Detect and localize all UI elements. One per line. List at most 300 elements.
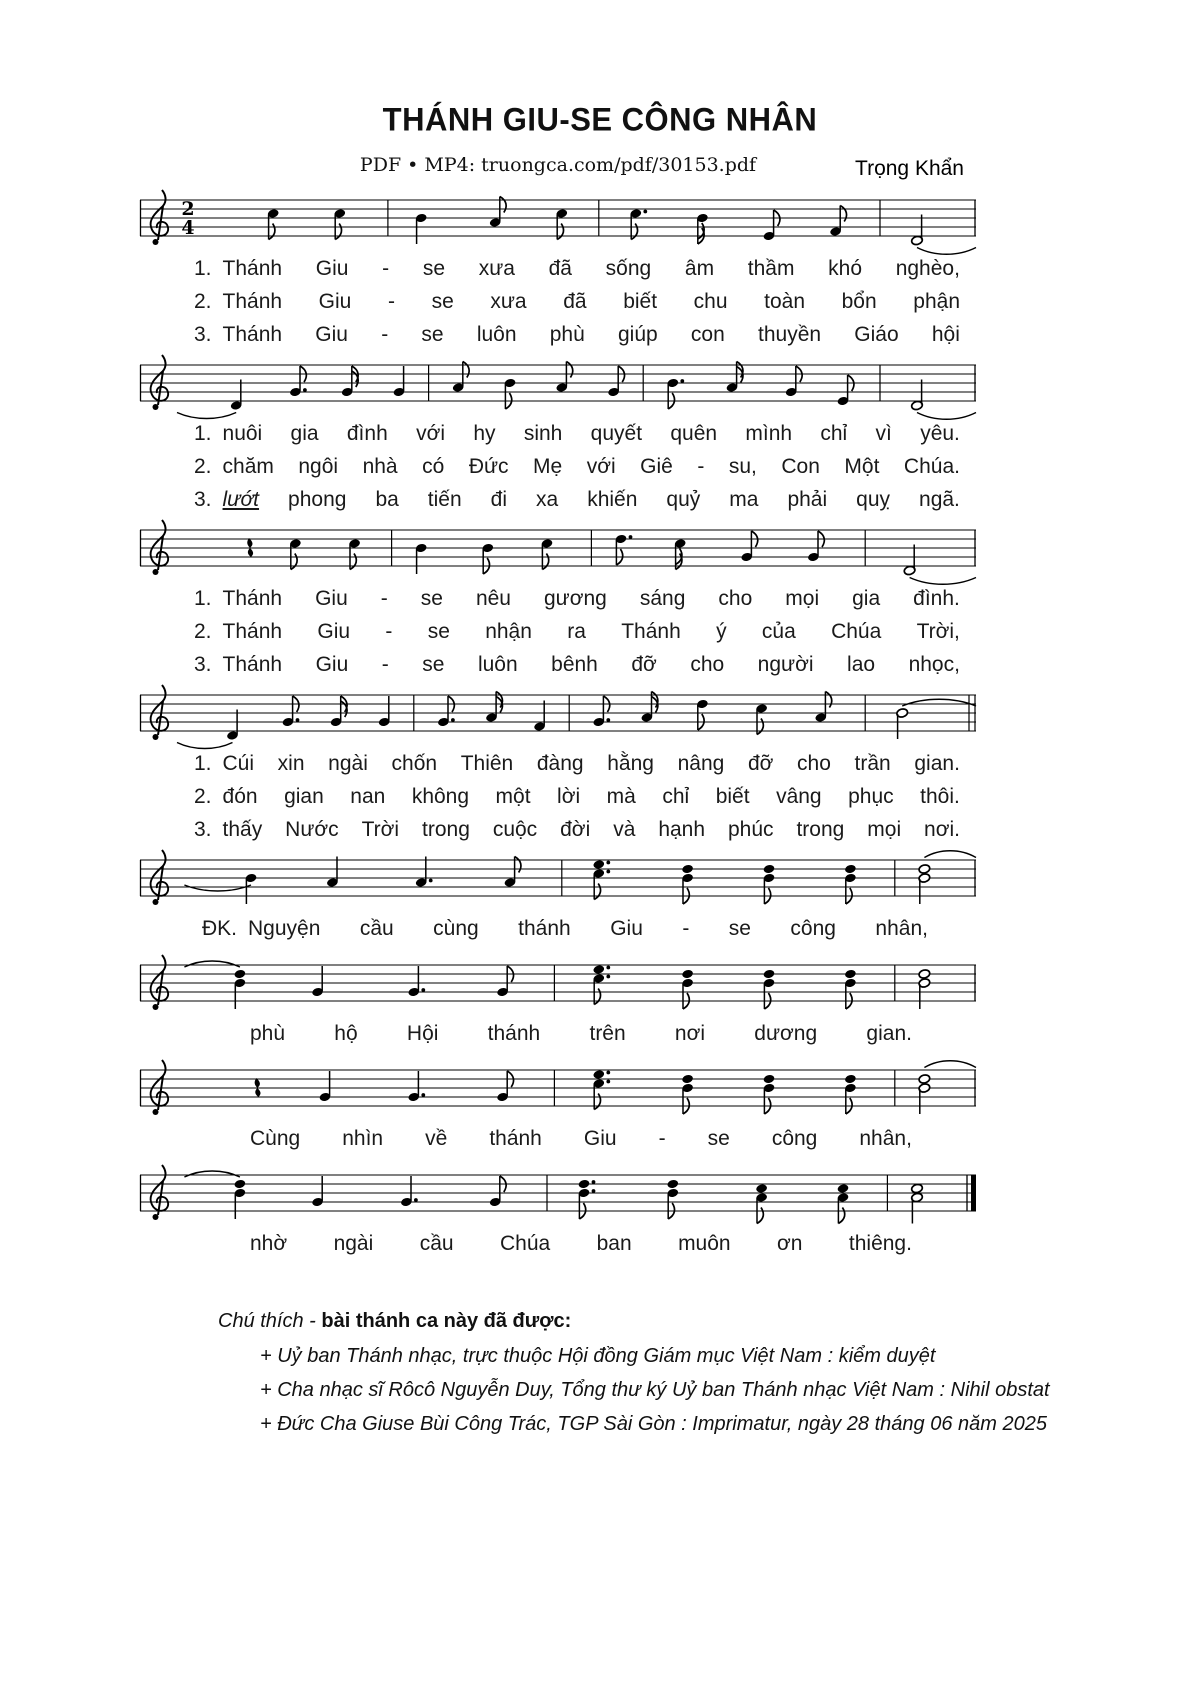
lyric-syllable: sống: [605, 257, 652, 280]
lyric-syllable: thôi.: [920, 785, 960, 808]
lyric-syllable: ba: [375, 488, 399, 511]
note: [918, 864, 930, 904]
note: [326, 857, 338, 888]
note: [615, 534, 633, 565]
note: [378, 696, 390, 727]
verse-number: 1.: [194, 752, 212, 775]
lyric-syllable: -: [658, 1127, 666, 1150]
lyric-syllable: ngôi: [298, 455, 339, 478]
lyric-syllable: Giu: [315, 323, 348, 346]
lyric-syllable: ma: [729, 488, 759, 511]
lyric-syllable: công: [790, 917, 836, 940]
lyric-syllable-first: 1. Cúi: [194, 752, 255, 775]
lyric-line: [194, 483, 960, 516]
note: [556, 362, 573, 393]
lyric-syllable: gian.: [914, 752, 960, 775]
lyric-syllable: cầu: [359, 917, 394, 940]
lyric-syllable: yêu.: [920, 422, 960, 445]
lyric-syllable: nhà: [362, 455, 398, 478]
lyric-syllable: Mẹ: [533, 455, 563, 478]
lyric-syllable-first: 3. thấy: [194, 818, 263, 841]
lyric-syllable: hy: [473, 422, 496, 445]
lyric-syllable: nan: [350, 785, 386, 808]
footnote-items: [218, 1339, 1200, 1441]
lyric-syllable: thiêng.: [848, 1232, 912, 1255]
footnote-item: + Cha nhạc sĩ Rôcô Nguyễn Duy, Tổng thư ký Uỷ ban Thánh nhạc Việt Nam : Nihil obstat: [260, 1379, 1050, 1401]
system-4: [138, 683, 978, 848]
system-3: [138, 518, 978, 683]
lyric-syllable: mình: [745, 422, 793, 445]
staff-system: [138, 1163, 978, 1227]
lyric-syllable: quên: [670, 422, 718, 445]
staff-lines: [140, 365, 976, 401]
lyric-syllable: xưa: [478, 257, 515, 280]
system-1: [138, 188, 978, 353]
composer-name: Trọng Khẩn: [855, 157, 964, 180]
lyric-syllable: mọi: [867, 818, 902, 841]
svg-text:4: 4: [181, 217, 195, 239]
lyric-syllable: Nước: [285, 818, 339, 841]
footnote-colon: :: [564, 1310, 572, 1332]
note: [393, 366, 405, 397]
note: [755, 1183, 767, 1223]
verse-number: 3.: [194, 323, 212, 346]
lyric-syllable: chỉ: [662, 785, 690, 808]
lyric-syllable: đã: [548, 257, 572, 280]
lyric-syllable: Chúa: [831, 620, 882, 643]
lyric-syllable: gương: [543, 587, 607, 610]
lyric-syllable: -: [381, 323, 389, 346]
verse-number: 3.: [194, 653, 212, 676]
verse-number: 3.: [194, 818, 212, 841]
note: [918, 1074, 930, 1114]
verse-number: 1.: [194, 422, 212, 445]
lyric-syllable: se: [728, 917, 751, 940]
system-5: [138, 848, 978, 953]
note: [755, 703, 767, 734]
verse-number: ĐK.: [202, 917, 238, 940]
lyric-syllable: se: [427, 620, 450, 643]
lyric-syllable: nơi.: [924, 818, 960, 841]
note: [911, 1183, 923, 1223]
note: [415, 213, 427, 244]
note: [844, 864, 856, 904]
lyric-syllable: se: [422, 653, 445, 676]
tie: [184, 1171, 240, 1177]
lyric-line: [194, 813, 960, 846]
lyric-syllable: Giê: [640, 455, 673, 478]
lyric-syllable: vâng: [776, 785, 822, 808]
lyric-syllable: Hội: [406, 1022, 439, 1045]
staff-system: [138, 188, 978, 252]
svg-text:2: 2: [181, 198, 195, 220]
note: [541, 538, 553, 569]
lyric-syllable-first: 3. Thánh: [194, 323, 283, 346]
lyric-syllable: nơi: [674, 1022, 706, 1045]
lyric-syllable: -: [381, 653, 389, 676]
lyric-syllable: thánh: [487, 1022, 541, 1045]
lyric-syllable: se: [421, 323, 444, 346]
note: [415, 543, 427, 574]
lyric-syllable: muôn: [678, 1232, 731, 1255]
lyric-line: [194, 615, 960, 648]
lyric-syllable: thánh: [489, 1127, 542, 1150]
lyric-syllable: vì: [875, 422, 892, 445]
lyric-syllable: khó: [828, 257, 863, 280]
lyric-syllable: với: [586, 455, 616, 478]
lyric-syllable: thuyền: [758, 323, 822, 346]
system-2: [138, 353, 978, 518]
lyric-syllable: nhọc,: [908, 653, 960, 676]
footnote-bold: bài thánh ca này đã được: [321, 1310, 565, 1332]
footnote-heading: [218, 1310, 1200, 1333]
note: [829, 206, 846, 237]
lyric-syllable: với: [416, 422, 445, 445]
lyric-syllable: gian: [284, 785, 324, 808]
lyric-syllable-first: Cùng: [250, 1127, 301, 1150]
lyric-syllable: âm: [684, 257, 715, 280]
note: [593, 1069, 611, 1109]
lyric-syllable: lao: [847, 653, 876, 676]
lyric-syllable: về: [425, 1127, 448, 1150]
note: [696, 699, 708, 730]
lyric-syllable: trong: [796, 818, 845, 841]
note: [844, 1074, 856, 1114]
score: [138, 188, 978, 1268]
lyric-syllable: đời: [560, 818, 591, 841]
lyric-syllable: và: [613, 818, 636, 841]
lyric-syllable: nghèo,: [895, 257, 960, 280]
lyric-syllable: người: [757, 653, 814, 676]
note: [234, 969, 246, 1009]
system-7: [138, 1058, 978, 1163]
lyric-syllable: Một: [844, 455, 880, 478]
note: [641, 692, 658, 723]
lyric-syllable: nhân,: [859, 1127, 912, 1150]
lyric-syllable: -: [382, 257, 390, 280]
lyric-syllable: đình: [346, 422, 388, 445]
note: [674, 538, 686, 569]
lyric-syllable-first: 3. Thánh: [194, 653, 283, 676]
lyric-syllable: -: [380, 587, 388, 610]
tie: [184, 885, 251, 891]
lyric-syllable: khiến: [587, 488, 638, 511]
lyric-syllable: se: [422, 257, 445, 280]
lyric-line: [250, 1227, 912, 1260]
lyric-syllable: lời: [557, 785, 581, 808]
lyric-syllable: ngã.: [919, 488, 960, 511]
lyric-syllable: Giu: [317, 620, 351, 643]
lyric-syllable: ra: [567, 620, 586, 643]
note: [911, 215, 923, 246]
lyric-syllable: quỷ: [666, 488, 701, 511]
lyric-syllable: không: [411, 785, 470, 808]
system-8: [138, 1163, 978, 1268]
lyric-syllable: sinh: [523, 422, 563, 445]
lyric-line: [194, 648, 960, 681]
lyric-syllable: gia: [852, 587, 881, 610]
lyric-syllable: đi: [490, 488, 508, 511]
lyric-syllable: Giáo: [854, 323, 899, 346]
lyric-syllable: trên: [589, 1022, 626, 1045]
lyric-line: [194, 252, 960, 285]
footnote-item: + Đức Cha Giuse Bùi Công Trác, TGP Sài Gòn : Imprimatur, ngày 28 tháng 06 năm 2025: [260, 1413, 1047, 1435]
note: [681, 864, 693, 904]
lyric-syllable: phong: [288, 488, 347, 511]
lyric-syllable: luôn: [477, 653, 518, 676]
lyric-syllable: thầm: [747, 257, 795, 280]
lyric-syllable: -: [697, 455, 705, 478]
verse-number: 3.: [194, 488, 212, 511]
lyric-syllable-first: phù: [250, 1022, 286, 1045]
lyric-syllable: nhân,: [875, 917, 928, 940]
lyric-syllable: -: [682, 917, 690, 940]
lyric-syllable: nhìn: [342, 1127, 384, 1150]
lyric-syllable: Thiên: [460, 752, 514, 775]
lyric-line: [194, 285, 960, 318]
lyric-syllable: cho: [690, 653, 725, 676]
lyric-line: [194, 318, 960, 351]
lyric-syllable: xin: [277, 752, 305, 775]
note: [504, 857, 521, 888]
lyric-syllable: Chúa: [499, 1232, 551, 1255]
lyric-syllable: cầu: [419, 1232, 454, 1255]
lyric-syllable: ý: [716, 620, 727, 643]
lyric-syllable: Giu: [315, 587, 348, 610]
lyric-syllable: nâng: [677, 752, 725, 775]
note: [230, 380, 242, 411]
lyric-syllable: -: [387, 290, 395, 313]
note: [696, 213, 708, 244]
lyric-syllable: se: [431, 290, 454, 313]
lyric-syllable-first: 1. Thánh: [194, 587, 283, 610]
staff-system: [138, 1058, 978, 1122]
lyric-syllable: se: [420, 587, 443, 610]
note: [593, 859, 611, 899]
lyric-syllable: phận: [913, 290, 960, 313]
lyric-syllable: đình.: [913, 587, 960, 610]
lyric-syllable: biết: [623, 290, 658, 313]
note: [681, 969, 693, 1009]
note: [630, 208, 648, 239]
note: [504, 378, 516, 409]
lyric-syllable-first: 2. đón: [194, 785, 258, 808]
meta-row: [138, 154, 978, 184]
staff-lines: [140, 1175, 976, 1211]
lyric-syllable: tiến: [427, 488, 462, 511]
verse-number: 2.: [194, 455, 212, 478]
lyric-syllable: phúc: [727, 818, 774, 841]
staff-system: [138, 953, 978, 1017]
note: [334, 208, 346, 239]
lyric-syllable: trong: [422, 818, 470, 841]
note: [578, 1179, 596, 1219]
lyric-syllable: Giu: [583, 1127, 617, 1150]
tie: [924, 851, 976, 858]
lyric-syllable: Giu: [315, 653, 349, 676]
lyric-syllable: công: [771, 1127, 818, 1150]
lyric-syllable-first: 3. lướt: [194, 488, 260, 511]
lyric-syllable: xa: [536, 488, 559, 511]
lyric-syllable: Thánh: [621, 620, 681, 643]
lyric-syllable: trần: [854, 752, 891, 775]
lyric-syllable: hội: [931, 323, 960, 346]
lyric-syllable-first: ĐK. Nguyện: [202, 917, 321, 940]
lyric-syllable: biết: [715, 785, 750, 808]
lyric-syllable: ban: [596, 1232, 632, 1255]
lyric-syllable: của: [761, 620, 796, 643]
lyric-syllable: hằng: [607, 752, 654, 775]
lyric-syllable: -: [385, 620, 393, 643]
lyric-line: [194, 417, 960, 450]
lyric-syllable: nêu: [475, 587, 511, 610]
note: [234, 1179, 246, 1219]
lyric-syllable: bổn: [841, 290, 877, 313]
footnote-item: + Uỷ ban Thánh nhạc, trực thuộc Hội đồng Giám mục Việt Nam : kiểm duyệt: [260, 1345, 936, 1367]
lyric-syllable: chốn: [391, 752, 438, 775]
tie: [184, 961, 240, 967]
verse-number: 2.: [194, 290, 212, 313]
footnote: [218, 1310, 1200, 1441]
lyric-syllable: quyết: [590, 422, 643, 445]
lyric-syllable: Con: [781, 455, 820, 478]
lyric-syllable: ngài: [333, 1232, 374, 1255]
staff-system: [138, 683, 978, 747]
lyric-syllable: se: [707, 1127, 730, 1150]
lyric-line: [194, 747, 960, 780]
staff-lines: [140, 695, 976, 731]
note: [245, 873, 257, 904]
lyric-syllable-first: 1. Thánh: [194, 257, 283, 280]
lyric-syllable: gian.: [866, 1022, 912, 1045]
note: [289, 538, 301, 569]
note: [763, 864, 775, 904]
note: [348, 538, 360, 569]
lyric-syllable: đỡ: [747, 752, 774, 775]
note: [903, 545, 915, 576]
note: [837, 1183, 849, 1223]
staff-system: [138, 848, 978, 912]
lyric-syllable: Chúa.: [903, 455, 960, 478]
note: [533, 701, 545, 732]
lyric-syllable: toàn: [764, 290, 806, 313]
lyric-syllable: xưa: [490, 290, 527, 313]
verse-number: 2.: [194, 785, 212, 808]
lyric-syllable: một: [495, 785, 531, 808]
lyric-syllable: phục: [848, 785, 894, 808]
lyric-line: [194, 582, 960, 615]
lyric-syllable: cuộc: [492, 818, 538, 841]
lyric-syllable: cho: [797, 752, 831, 775]
lyric-syllable-first: 1. nuôi: [194, 422, 263, 445]
note: [844, 969, 856, 1009]
lyric-syllable: cùng: [433, 917, 479, 940]
lyric-syllable: su,: [728, 455, 757, 478]
lyric-syllable: có: [422, 455, 445, 478]
note: [593, 964, 611, 1004]
lyric-syllable: đã: [563, 290, 587, 313]
lyric-line: [202, 912, 928, 945]
lyric-syllable: ơn: [777, 1232, 803, 1255]
lyric-syllable-first: 2. Thánh: [194, 290, 283, 313]
lyric-syllable: Trời,: [916, 620, 960, 643]
lyric-line: [194, 780, 960, 813]
lyric-syllable: quỵ: [856, 488, 891, 511]
verse-number: 2.: [194, 620, 212, 643]
lyric-syllable: sáng: [639, 587, 686, 610]
lyric-syllable: Trời: [361, 818, 400, 841]
note: [226, 710, 238, 741]
verse-number: 1.: [194, 257, 212, 280]
lyric-syllable: bênh: [551, 653, 598, 676]
lyric-syllable: gia: [290, 422, 319, 445]
note: [918, 969, 930, 1009]
lyric-syllable: con: [690, 323, 725, 346]
lyric-syllable: ngài: [328, 752, 368, 775]
staff-lines: [140, 530, 976, 566]
lyric-syllable: Giu: [315, 257, 349, 280]
note: [911, 380, 923, 411]
lyric-syllable: phải: [787, 488, 828, 511]
note: [681, 1074, 693, 1114]
lyric-syllable: đỡ: [631, 653, 657, 676]
lyric-syllable: Đức: [468, 455, 509, 478]
note: [489, 197, 506, 228]
lyric-syllable: thánh: [518, 917, 571, 940]
page-title: THÁNH GIU-SE CÔNG NHÂN: [382, 101, 818, 138]
tie: [924, 1061, 976, 1068]
staff-system: [138, 518, 978, 582]
note: [452, 362, 469, 393]
lyric-syllable: mà: [606, 785, 636, 808]
lyric-syllable-first: 2. chăm: [194, 455, 274, 478]
note: [267, 208, 279, 239]
lyric-syllable-first: nhờ: [250, 1232, 288, 1255]
time-signature: [181, 198, 194, 239]
note: [311, 1176, 323, 1207]
footnote-label: Chú thích -: [218, 1310, 322, 1332]
staff-lines: [140, 200, 976, 236]
lyric-line: [250, 1017, 912, 1050]
verse-number: 1.: [194, 587, 212, 610]
lyric-syllable: cho: [718, 587, 753, 610]
note: [319, 1071, 331, 1102]
lyric-syllable: luôn: [476, 323, 517, 346]
lyric-syllable: Giu: [318, 290, 352, 313]
lyric-syllable: đàng: [536, 752, 584, 775]
note: [667, 378, 685, 409]
lyric-line: [250, 1122, 912, 1155]
final-barline: [971, 1175, 976, 1211]
lyric-syllable: hạnh: [658, 818, 706, 841]
note: [482, 543, 494, 574]
staff-system: [138, 353, 978, 417]
lyric-syllable: hộ: [334, 1022, 358, 1045]
lyric-syllable: phù: [549, 323, 585, 346]
lyric-syllable: chỉ: [820, 422, 848, 445]
note: [485, 692, 502, 723]
tie: [902, 699, 976, 706]
note: [763, 969, 775, 1009]
note: [311, 966, 323, 997]
note: [763, 1074, 775, 1114]
lyric-syllable: dương: [754, 1022, 818, 1045]
note: [415, 857, 433, 888]
pdf-link-text: PDF • MP4: truongca.com/pdf/30153.pdf: [359, 154, 757, 176]
note: [726, 362, 743, 393]
lyric-syllable: chu: [693, 290, 728, 313]
note: [667, 1179, 679, 1219]
